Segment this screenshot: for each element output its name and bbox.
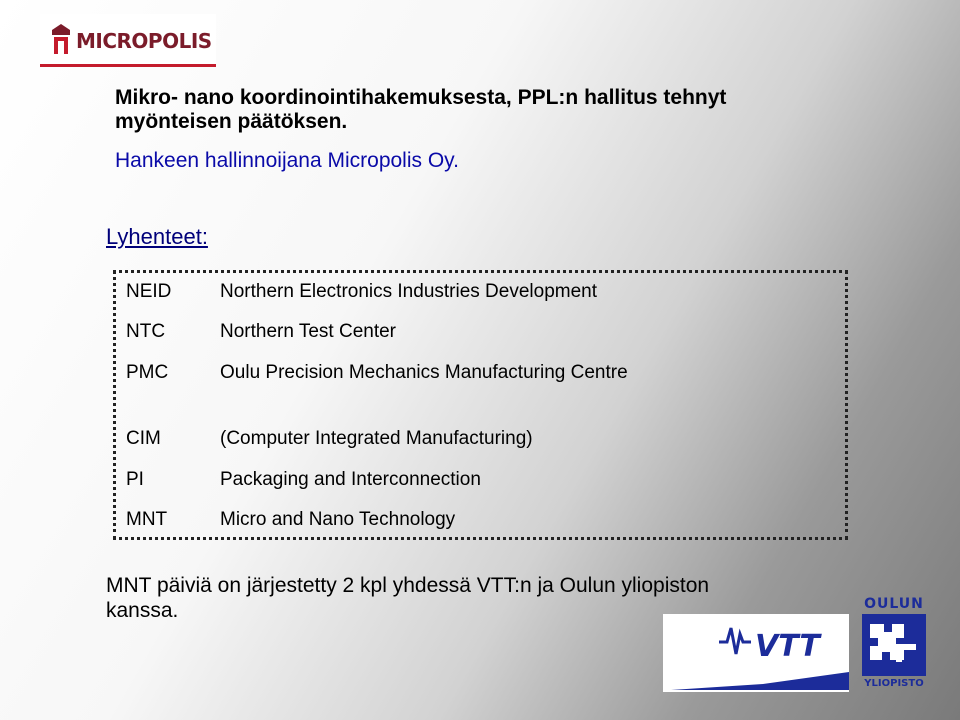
headline-line-2: myönteisen päätöksen. — [115, 110, 348, 133]
abbr-code: CIM — [126, 428, 161, 449]
abbr-text: Micro and Nano Technology — [220, 509, 456, 530]
abbreviations-heading: Lyhenteet: — [106, 224, 208, 249]
footer-line-1: MNT päiviä on järjestetty 2 kpl yhdessä VTT:n ja Oulun yliopiston — [106, 574, 710, 597]
oulu-emblem-icon — [862, 614, 926, 676]
abbr-text: (Computer Integrated Manufacturing) — [220, 428, 533, 449]
vtt-logo — [663, 614, 849, 692]
coordinator-text: Hankeen hallinnoijana Micropolis Oy. — [115, 149, 459, 172]
micropolis-wordmark: MICROPOLIS — [76, 29, 212, 53]
abbreviations-box — [113, 270, 848, 540]
abbr-text: Northern Test Center — [220, 321, 397, 342]
abbr-code: PI — [126, 469, 144, 490]
abbr-code: PMC — [126, 362, 169, 383]
abbr-text: Packaging and Interconnection — [220, 469, 481, 490]
micropolis-mark-icon — [52, 24, 70, 54]
oulu-university-logo — [858, 596, 930, 696]
vtt-wordmark: VTT — [755, 629, 820, 664]
abbr-code: MNT — [126, 509, 168, 530]
oulu-logo-bottom-text: YLIOPISTO — [864, 678, 924, 689]
headline-line-1: Mikro- nano koordinointihakemuksesta, PPL:n hallitus tehnyt — [115, 86, 727, 109]
vtt-logo-graphic — [663, 614, 849, 692]
micropolis-logo — [40, 14, 216, 67]
abbr-code: NTC — [126, 321, 166, 342]
oulu-logo-top-text: OULUN — [864, 596, 924, 612]
abbr-text: Northern Electronics Industries Development — [220, 281, 598, 302]
footer-line-2: kanssa. — [106, 599, 179, 622]
abbr-text: Oulu Precision Mechanics Manufacturing Centre — [220, 362, 628, 383]
headline — [115, 86, 855, 134]
abbr-code: NEID — [126, 281, 172, 302]
